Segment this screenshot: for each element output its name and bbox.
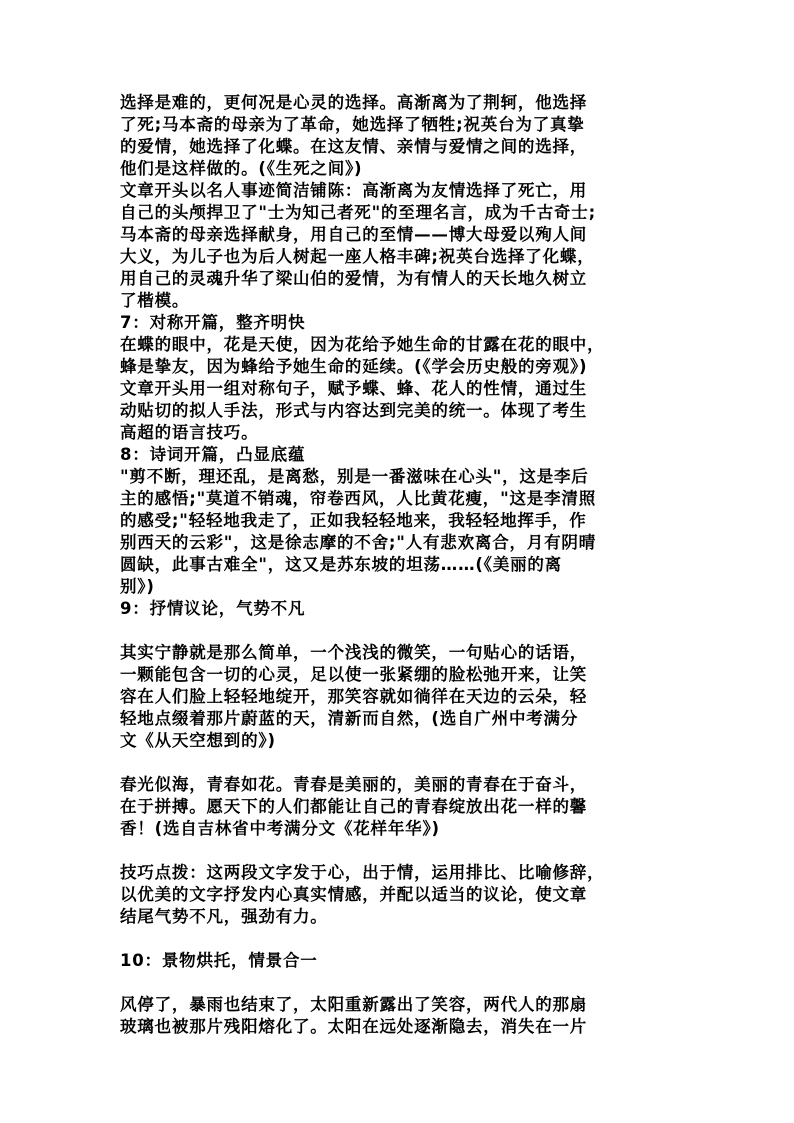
text-line: 文章开头用一组对称句子，赋予蝶、蜂、花人的性情，通过生 [120,379,588,398]
blank-line [120,752,700,774]
text-line: 容在人们脸上轻轻地绽开，那笑容就如徜徉在天边的云朵，轻 [120,687,588,706]
text-line: 在蝶的眼中，花是天使，因为花给予她生命的甘露在花的眼中， [120,335,605,354]
text-line: 轻地点缀着那片蔚蓝的天，清新而自然，(选自广州中考满分 [120,709,579,728]
text-line: 蜂是挚友，因为蜂给予她生命的延续。(《学会历史般的旁观》) [120,357,588,376]
text-line: 的爱情，她选择了化蝶。在这友情、亲情与爱情之间的选择， [120,137,588,156]
text-line: 了死;马本斋的母亲为了革命，她选择了牺牲;祝英台为了真挚 [120,115,585,134]
text-line: 文《从天空想到的》) [120,731,276,750]
text-line: 别西天的云彩"，这是徐志摩的不舍;"人有悲欢离合，月有阴晴 [120,533,596,552]
text-line: 用自己的灵魂升华了梁山伯的爱情，为有情人的天长地久树立 [120,269,588,288]
text-line: 香！(选自吉林省中考满分文《花样年华》) [120,819,440,838]
text-line: 大义，为儿子也为后人树起一座人格丰碑;祝英台选择了化蝶， [120,247,595,266]
text-line: 春光似海，青春如花。青春是美丽的，美丽的青春在于奋斗， [120,775,588,794]
document-page [120,92,700,1038]
text-line: "剪不断，理还乱，是离愁，别是一番滋味在心头"，这是李后 [120,467,589,486]
text-line: 圆缺，此事古难全"，这又是苏东坡的坦荡……(《美丽的离 [120,555,562,574]
text-line: 一颗能包含一切的心灵，足以使一张紧绷的脸松弛开来，让笑 [120,665,588,684]
section-heading: 10：景物烘托，情景合一 [120,951,318,970]
text-line: 了楷模。 [120,291,190,310]
text-line: 动贴切的拟人手法，形式与内容达到完美的统一。体现了考生 [120,401,588,420]
text-line: 其实宁静就是那么简单，一个浅浅的微笑，一句贴心的话语， [120,643,588,662]
blank-line [120,928,700,950]
section-heading: 7：对称开篇，整齐明快 [120,313,306,332]
text-line: 主的感悟;"莫道不销魂，帘卷西风，人比黄花瘦，"这是李清照 [120,489,596,508]
text-line: 的感受;"轻轻地我走了，正如我轻轻地来，我轻轻地挥手，作 [120,511,587,530]
section-heading: 8：诗词开篇，凸显底蕴 [120,445,306,464]
text-line: 选择是难的，更何况是心灵的选择。高渐离为了荆轲，他选择 [120,93,588,112]
text-line: 结尾气势不凡，强劲有力。 [120,907,328,926]
text-line: 技巧点拨：这两段文字发于心，出于情，运用排比、比喻修辞， [120,863,605,882]
text-line: 他们是这样做的。(《生死之间》) [120,159,363,178]
text-line: 马本斋的母亲选择献身，用自己的至情——博大母爱以殉人间 [120,225,588,244]
section-heading: 9：抒情议论，气势不凡 [120,599,306,618]
text-line: 别》) [120,577,155,596]
text-line: 玻璃也被那片残阳熔化了。太阳在远处逐渐隐去，消失在一片 [120,1017,588,1036]
text-line: 自己的头颅捍卫了"士为知己者死"的至理名言，成为千古奇士; [120,203,596,222]
blank-line [120,840,700,862]
text-line: 风停了，暴雨也结束了，太阳重新露出了笑容，两代人的那扇 [120,995,588,1014]
text-line: 文章开头以名人事迹简洁铺陈：高渐离为友情选择了死亡，用 [120,181,588,200]
text-line: 以优美的文字抒发内心真实情感，并配以适当的议论，使文章 [120,885,588,904]
text-line: 在于拼搏。愿天下的人们都能让自己的青春绽放出花一样的馨 [120,797,588,816]
text-line: 高超的语言技巧。 [120,423,259,442]
blank-line [120,972,700,994]
blank-line [120,620,700,642]
